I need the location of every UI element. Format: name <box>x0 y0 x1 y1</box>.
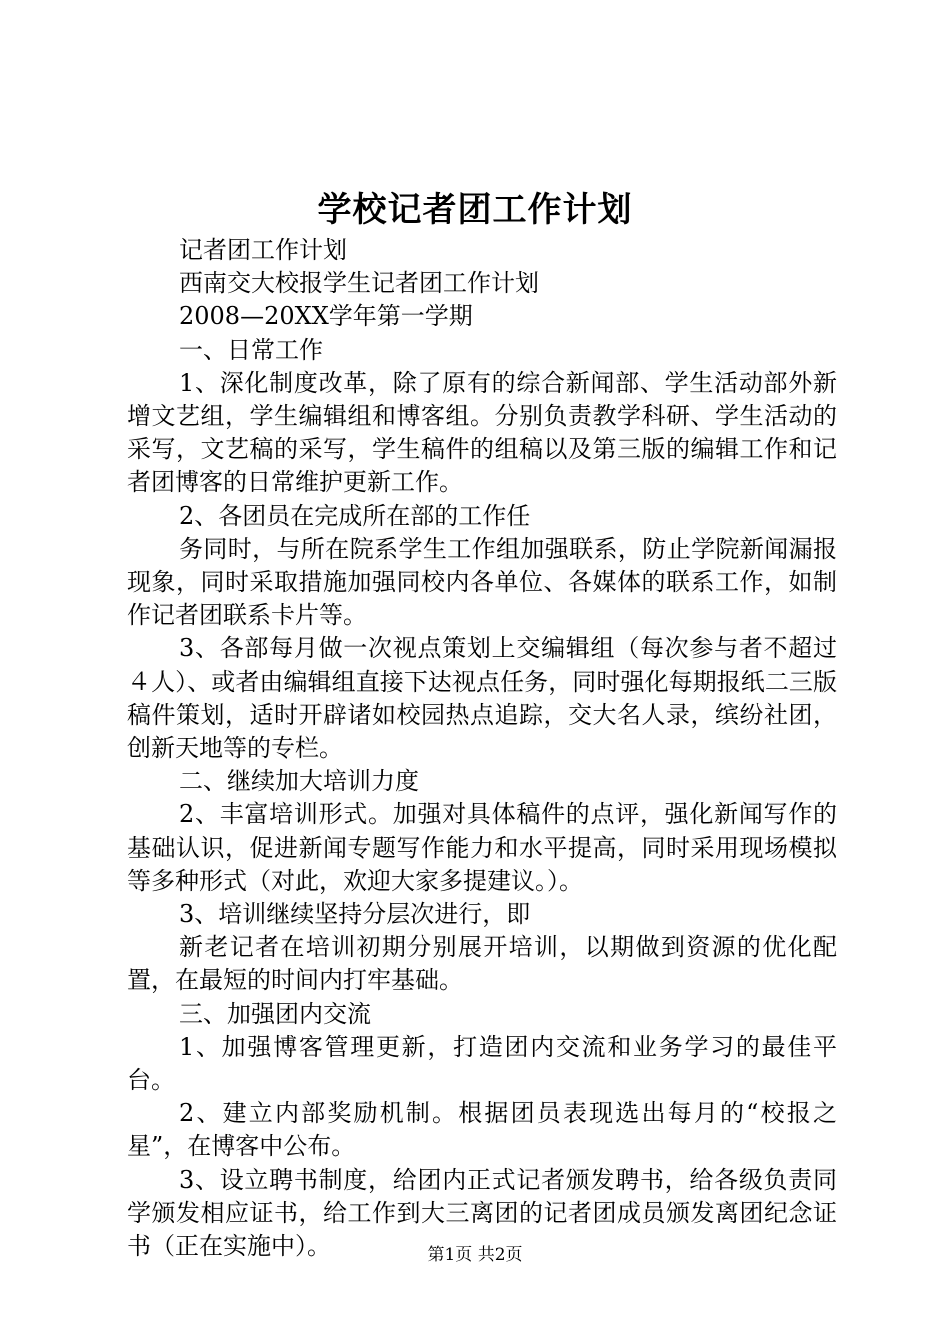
paragraph: 2、丰富培训形式。加强对具体稿件的点评，强化新闻写作的基础认识，促进新闻专题写作能力和水平提高，同时采用现场模拟等多种形式（对此，欢迎大家多提建议。）。 <box>127 800 837 895</box>
paragraph: 2008—20XX学年第一学期 <box>179 302 473 331</box>
paragraph: 西南交大校报学生记者团工作计划 <box>179 269 539 298</box>
document-body <box>127 234 837 1263</box>
paragraph: 务同时，与所在院系学生工作组加强联系，防止学院新闻漏报现象，同时采取措施加强同校内各单位、各媒体的联系工作，如制作记者团联系卡片等。 <box>127 534 837 630</box>
paragraph: 1、加强博客管理更新，打造团内交流和业务学习的最佳平台。 <box>127 1032 837 1095</box>
section-heading: 二、继续加大培训力度 <box>179 767 419 796</box>
paragraph: 2、建立内部奖励机制。根据团员表现选出每月的“校报之星”，在博客中公布。 <box>127 1099 837 1161</box>
paragraph: 记者团工作计划 <box>179 236 347 264</box>
paragraph: 1、深化制度改革，除了原有的综合新闻部、学生活动部外新增文艺组，学生编辑组和博客组。分别负责教学科研、学生活动的采写，文艺稿的采写，学生稿件的组稿以及第三版的编辑工作和记者团博客的日常维护更新工作。 <box>127 368 837 497</box>
paragraph: 新老记者在培训初期分别展开培训，以期做到资源的优化配置，在最短的时间内打牢基础。 <box>127 933 837 995</box>
document-title: 学校记者团工作计划 <box>317 190 633 230</box>
paragraph: 2、各团员在完成所在部的工作任 <box>179 501 531 530</box>
paragraph: 3、培训继续坚持分层次进行，即 <box>179 900 531 929</box>
section-heading: 一、日常工作 <box>179 335 323 364</box>
paragraph: 3、设立聘书制度，给团内正式记者颁发聘书，给各级负责同学颁发相应证书，给工作到大三离团的记者团成员颁发离团纪念证书（正在实施中）。 <box>127 1165 837 1261</box>
page-number: 第1页 共2页 <box>427 1245 523 1265</box>
paragraph: 3、各部每月做一次视点策划上交编辑组（每次参与者不超过４人）、或者由编辑组直接下达视点任务，同时强化每期报纸二三版稿件策划，适时开辟诸如校园热点追踪，交大名人录，缤纷社团，创新天地等的专栏。 <box>127 634 837 763</box>
section-heading: 三、加强团内交流 <box>179 999 371 1028</box>
